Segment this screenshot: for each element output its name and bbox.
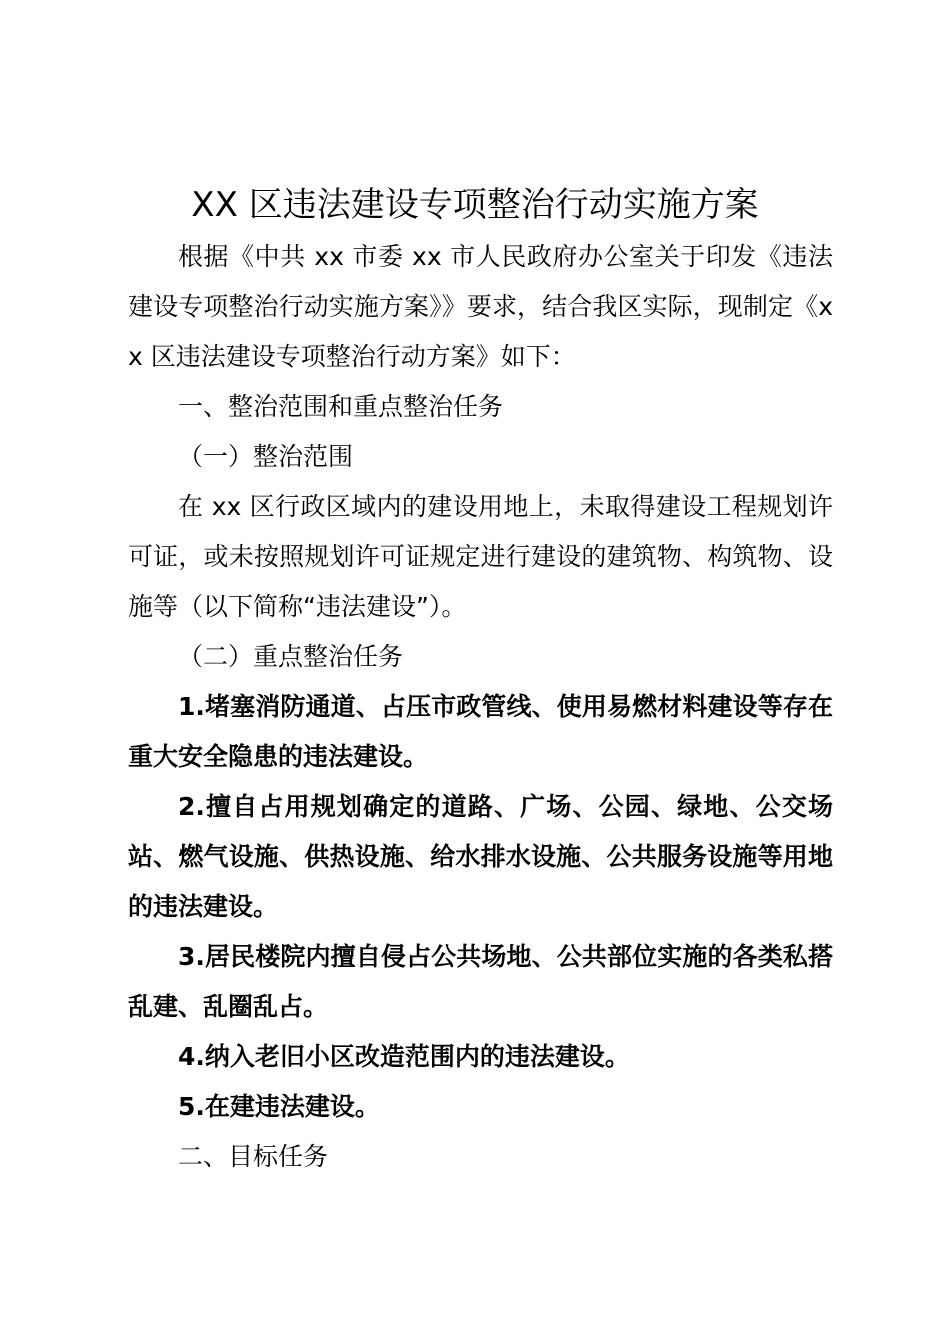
section-1-heading: 一、整治范围和重点整治任务: [178, 392, 504, 421]
section-1-1-heading: （一）整治范围: [178, 442, 354, 471]
document-body: [128, 232, 833, 1182]
task-item-1: 1.堵塞消防通道、占压市政管线、使用易燃材料建设等存在重大安全隐患的违法建设。: [128, 692, 833, 771]
document-title: XX 区违法建设专项整治行动实施方案: [191, 185, 759, 225]
section-2-heading: 二、目标任务: [178, 1142, 329, 1171]
task-item-3: 3.居民楼院内擅自侵占公共场地、公共部位实施的各类私搭乱建、乱圈乱占。: [128, 942, 833, 1021]
task-item-5: 5.在建违法建设。: [178, 1092, 380, 1121]
intro-paragraph: 根据《中共 xx 市委 xx 市人民政府办公室关于印发《违法建设专项整治行动实施方案》》要求，结合我区实际，现制定《xx 区违法建设专项整治行动方案》如下：: [128, 242, 833, 371]
task-item-2: 2.擅自占用规划确定的道路、广场、公园、绿地、公交场站、燃气设施、供热设施、给水排水设施、公共服务设施等用地的违法建设。: [128, 792, 833, 921]
task-item-4: 4.纳入老旧小区改造范围内的违法建设。: [178, 1042, 630, 1071]
section-1-1-paragraph: 在 xx 区行政区域内的建设用地上，未取得建设工程规划许可证，或未按照规划许可证规定进行建设的建筑物、构筑物、设施等（以下简称“违法建设”）。: [128, 492, 833, 621]
section-1-2-heading: （二）重点整治任务: [178, 642, 404, 671]
